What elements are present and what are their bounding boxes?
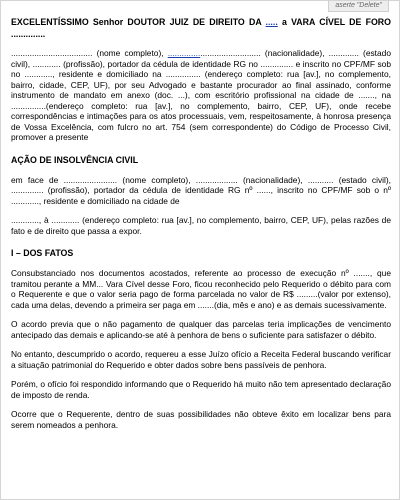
facts-paragraph-1: Consubstanciado nos documentos acostados, referente ao processo de execução nº ......., que tramitou perante a MM... Vara Cível desse Foro, ficou reconhecido pelo Requerido o débito para com o Requerente e que o valor seria pago de forma parcelada no valor de R$ .........(valor por extenso), cada uma delas, devendo a primeira ser paga em .......(dia, mês e ano) e as demais sucessivamente. <box>11 268 391 310</box>
header-part1: EXCELENTÍSSIMO Senhor DOUTOR JUIZ DE DIREITO DA <box>11 17 266 27</box>
intro-paragraph <box>11 48 391 143</box>
header-dots-link[interactable]: ..... <box>265 17 278 27</box>
defendant-paragraph-2: ............, à ............ (endereço completo: rua [av.], no complemento, bairro, CEP, UF), pelas razões de fato e de direito que passa a expor. <box>11 215 391 236</box>
intro-text-start: ................................... (nome completo), <box>11 48 168 58</box>
facts-paragraph-5: Ocorre que o Requerente, dentro de suas possibilidades não obteve êxito em localizar bens para serem nomeados a penhora. <box>11 409 391 430</box>
facts-paragraph-3: No entanto, descumprido o acordo, requereu a esse Juízo ofício a Receita Federal buscando verificar a situação patrimonial do Requerido e obter dados sobre bens passíveis de penhora. <box>11 349 391 370</box>
intro-text-rest: .......................... (nacionalidade), ............. (estado civil), ............ (profissão), portador da cédula de identidade RG no .............. e inscrito no CPF/MF sob no ............, residente e domiciliado na ............... (endereço completo: rua [av.], no complemento, bairro, cidade, CEP, UF), por seu Advogado e bastante procurador ao final assinado, conforme instrumento de mandato em anexo (doc. ...), com escritório profissional na cidade de ......., na ...............(endereço completo: rua [av.], no complemento, bairro, CEP, UF), onde recebe correspondências e intimações para os atos processuais, vem, respeitosamente, à honrosa presença de Vossa Excelência, com fulcro no art. 754 (sem correspondente) do Código de Processo Civil, promover a presente <box>11 48 391 142</box>
page-title <box>11 17 391 40</box>
status-badge: aserte "Delete" <box>328 1 389 12</box>
facts-paragraph-4: Porém, o ofício foi respondido informando que o Requerido há muito não tem apresentado declaração de imposto de renda. <box>11 379 391 400</box>
header-part2: a VARA CÍVEL DE FORO .............. <box>11 17 391 39</box>
document-body <box>11 17 391 430</box>
action-title: AÇÃO DE INSOLVÊNCIA CIVIL <box>11 154 139 165</box>
intro-link[interactable]: .............. <box>167 48 201 58</box>
facts-paragraph-2: O acordo previa que o não pagamento de qualquer das parcelas teria implicações de vencimento antecipado das demais e aplicando-se até à penhora de bens o suficiente para satisfazer o débito. <box>11 319 391 340</box>
defendant-paragraph-1: em face de ....................... (nome completo), .................. (nacionalidade), ........... (estado civil), .............. (profissão), portador da cédula de identidade RG nº ......, inscrito no CPF/MF sob o nº ............, residente e domiciliado na cidade de <box>11 174 391 206</box>
section-title-facts: I – DOS FATOS <box>11 248 74 258</box>
